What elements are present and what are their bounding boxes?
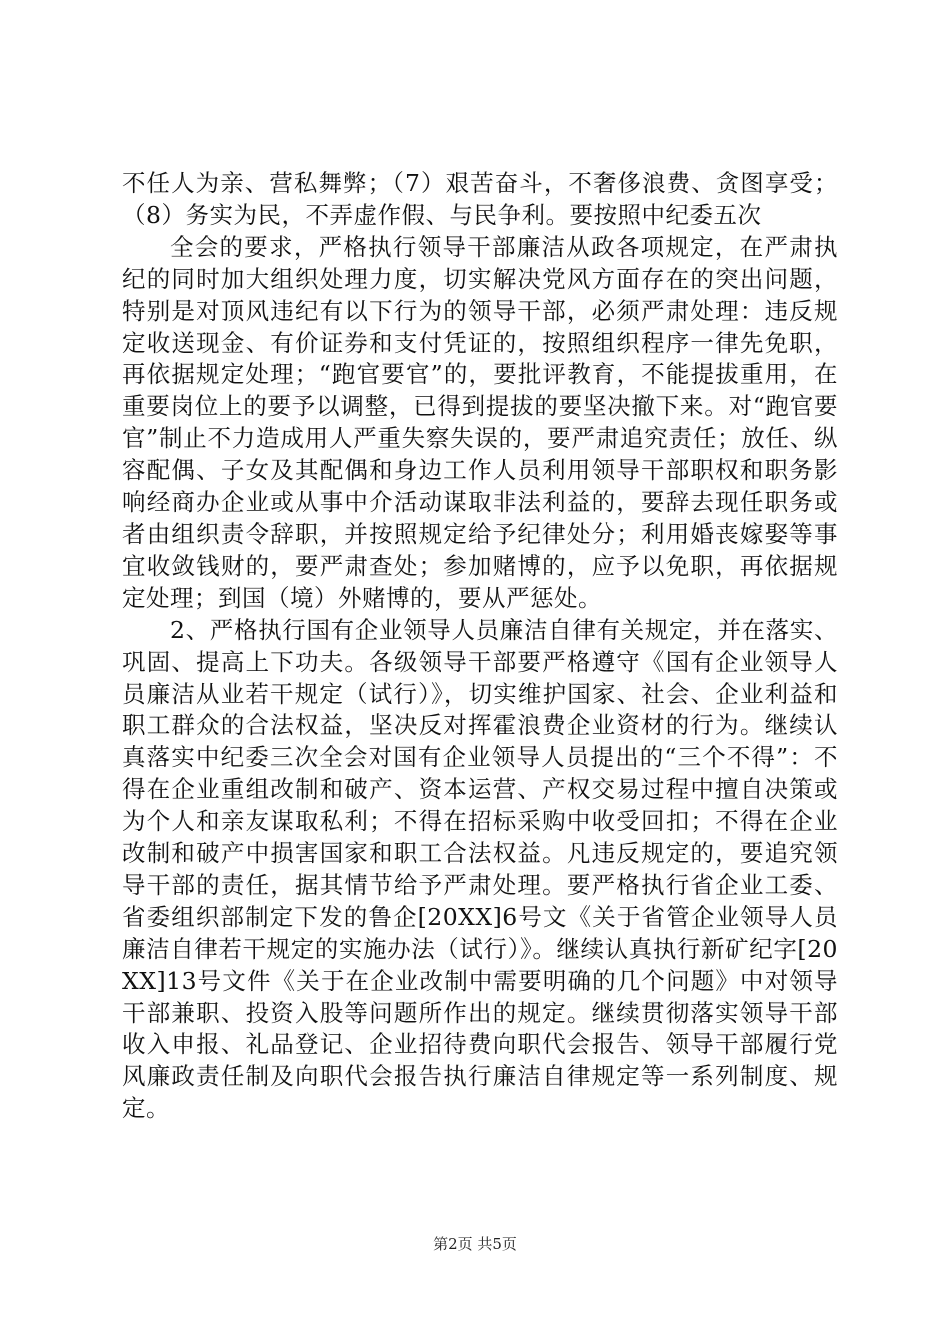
page-number-footer: 第2页 共5页 — [433, 1235, 517, 1253]
paragraph-continuation: 不任人为亲、营私舞弊；（7）艰苦奋斗，不奢侈浪费、贪图享受；（8）务实为民，不弄虚作假、与民争利。要按照中纪委五次 — [122, 169, 838, 229]
paragraph-plenary-requirements: 全会的要求，严格执行领导干部廉洁从政各项规定，在严肃执纪的同时加大组织处理力度，切实解决党风方面存在的突出问题，特别是对顶风违纪有以下行为的领导干部，必须严肃处理：违反规定收送现金、有价证券和支付凭证的，按照组织程序一律先免职，再依据规定处理；“跑官要官”的，要批评教育，不能提拔重用，在重要岗位上的要予以调整，已得到提拔的要坚决撤下来。对“跑官要官”制止不力造成用人严重失察失误的，要严肃追究责任；放任、纵容配偶、子女及其配偶和身边工作人员利用领导干部职权和职务影响经商办企业或从事中介活动谋取非法利益的，要辞去现任职务或者由组织责令辞职，并按照规定给予纪律处分；利用婚丧嫁娶等事宜收敛钱财的，要严肃查处；参加赌博的，应予以免职，再依据规定处理；到国（境）外赌博的，要从严惩处。 — [122, 232, 838, 612]
paragraph-soe-self-discipline: 2、严格执行国有企业领导人员廉洁自律有关规定，并在落实、巩固、提高上下功夫。各级领导干部要严格遵守《国有企业领导人员廉洁从业若干规定（试行）》，切实维护国家、社会、企业利益和职工群众的合法权益，坚决反对挥霍浪费企业资材的行为。继续认真落实中纪委三次全会对国有企业领导人员提出的“三个不得”：不得在企业重组改制和破产、资本运营、产权交易过程中擅自决策或为个人和亲友谋取私利；不得在招标采购中收受回扣；不得在企业改制和破产中损害国家和职工合法权益。凡违反规定的，要追究领导干部的责任，据其情节给予严肃处理。要严格执行省企业工委、省委组织部制定下发的鲁企[20XX]6号文《关于省管企业领导人员廉洁自律若干规定的实施办法（试行）》。继续认真执行新矿纪字[20XX]13号文件《关于在企业改制中需要明确的几个问题》中对领导干部兼职、投资入股等问题所作出的规定。继续贯彻落实领导干部收入申报、礼品登记、企业招待费向职代会报告、领导干部履行党风廉政责任制及向职代会报告执行廉洁自律规定等一系列制度、规定。 — [122, 615, 838, 1123]
document-body — [122, 168, 838, 1125]
